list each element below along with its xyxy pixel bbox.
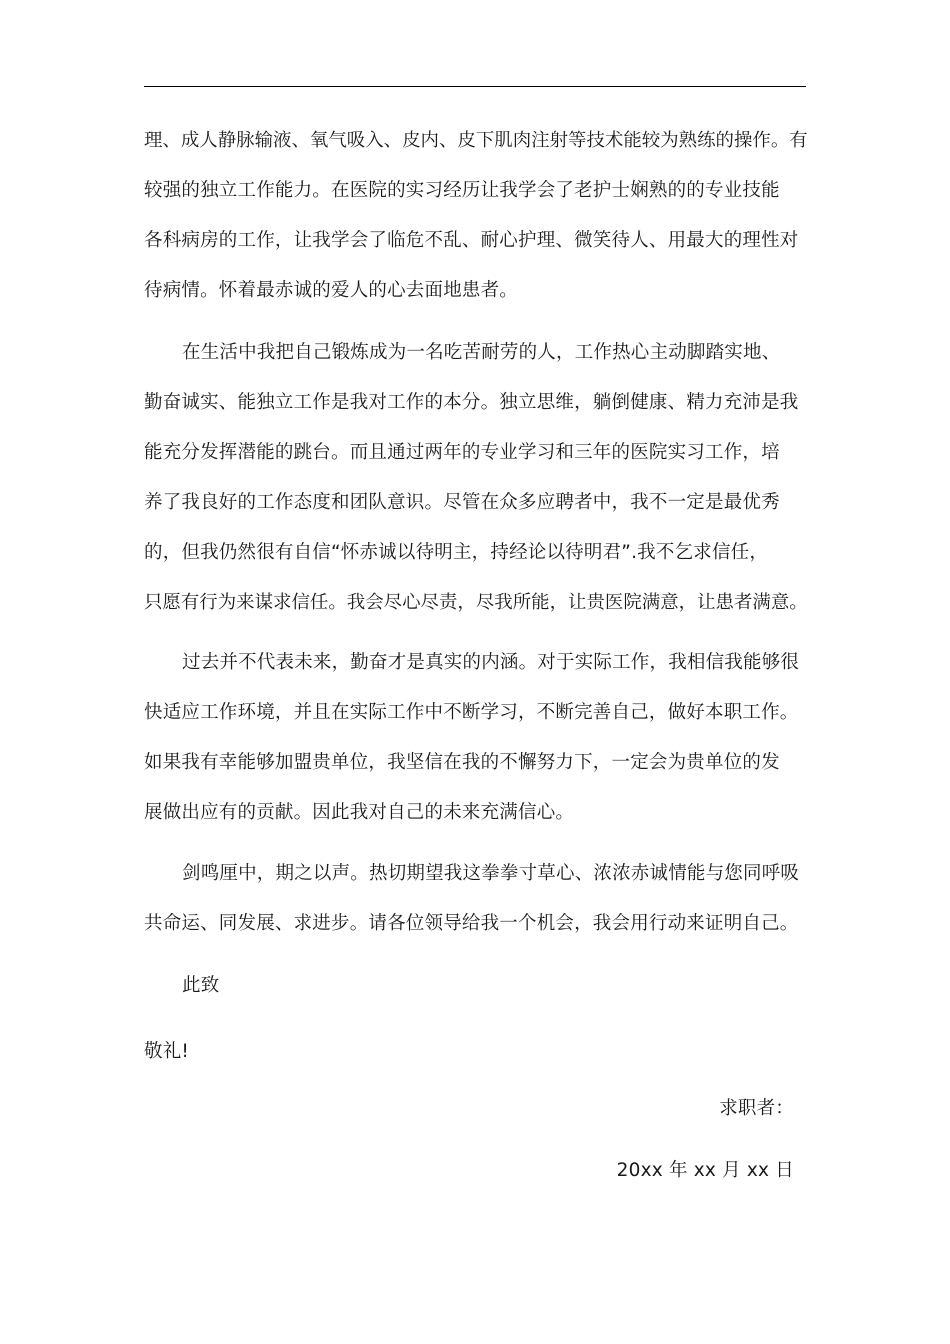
paragraph-1-line-3: 各科病房的工作，让我学会了临危不乱、耐心护理、微笑待人、用最大的理性对 (144, 230, 799, 251)
paragraph-1-line-2: 较强的独立工作能力。在医院的实习经历让我学会了老护士娴熟的的专业技能 (144, 180, 780, 201)
paragraph-3-line-4: 展做出应有的贡献。因此我对自己的未来充满信心。 (144, 802, 575, 823)
paragraph-3-line-3: 如果我有幸能够加盟贵单位，我坚信在我的不懈努力下，一定会为贵单位的发 (144, 752, 780, 773)
paragraph-4-line-1: 剑鸣厘中，期之以声。热切期望我这拳拳寸草心、浓浓赤诚情能与您同呼吸 (182, 863, 800, 884)
signature-label: 求职者： (719, 1098, 794, 1119)
closing-regards: 敬礼! (144, 1041, 190, 1062)
paragraph-2-line-5: 的，但我仍然很有自信“怀赤诚以待明主，持经论以待明君”.我不乞求信任， (144, 542, 769, 563)
paragraph-2-line-2: 勤奋诚实、能独立工作是我对工作的本分。独立思维，躺倒健康、精力充沛是我 (144, 392, 799, 413)
paragraph-3-line-1: 过去并不代表未来，勤奋才是真实的内涵。对于实际工作，我相信我能够很 (182, 652, 800, 673)
paragraph-4-line-2: 共命运、同发展、求进步。请各位领导给我一个机会，我会用行动来证明自己。 (144, 913, 799, 934)
paragraph-2-line-1: 在生活中我把自己锻炼成为一名吃苦耐劳的人，工作热心主动脚踏实地、 (182, 342, 781, 363)
paragraph-1-line-1: 理、成人静脉输液、氧气吸入、皮内、皮下肌肉注射等技术能较为熟练的操作。有 (144, 130, 808, 151)
paragraph-2-line-3: 能充分发挥潜能的跳台。而且通过两年的专业学习和三年的医院实习工作，培 (144, 442, 780, 463)
header-rule (144, 86, 806, 87)
paragraph-3-line-2: 快适应工作环境，并且在实际工作中不断学习，不断完善自己，做好本职工作。 (144, 702, 799, 723)
letter-date: 20xx 年 xx 月 xx 日 (616, 1160, 794, 1181)
paragraph-1-line-4: 待病情。怀着最赤诚的爱人的心去面地患者。 (144, 280, 519, 301)
paragraph-2-line-6: 只愿有行为来谋求信任。我会尽心尽责，尽我所能，让贵医院满意，让患者满意。 (144, 592, 808, 613)
paragraph-2-line-4: 养了我良好的工作态度和团队意识。尽管在众多应聘者中，我不一定是最优秀 (144, 492, 780, 513)
closing-salutation: 此致 (182, 975, 220, 996)
